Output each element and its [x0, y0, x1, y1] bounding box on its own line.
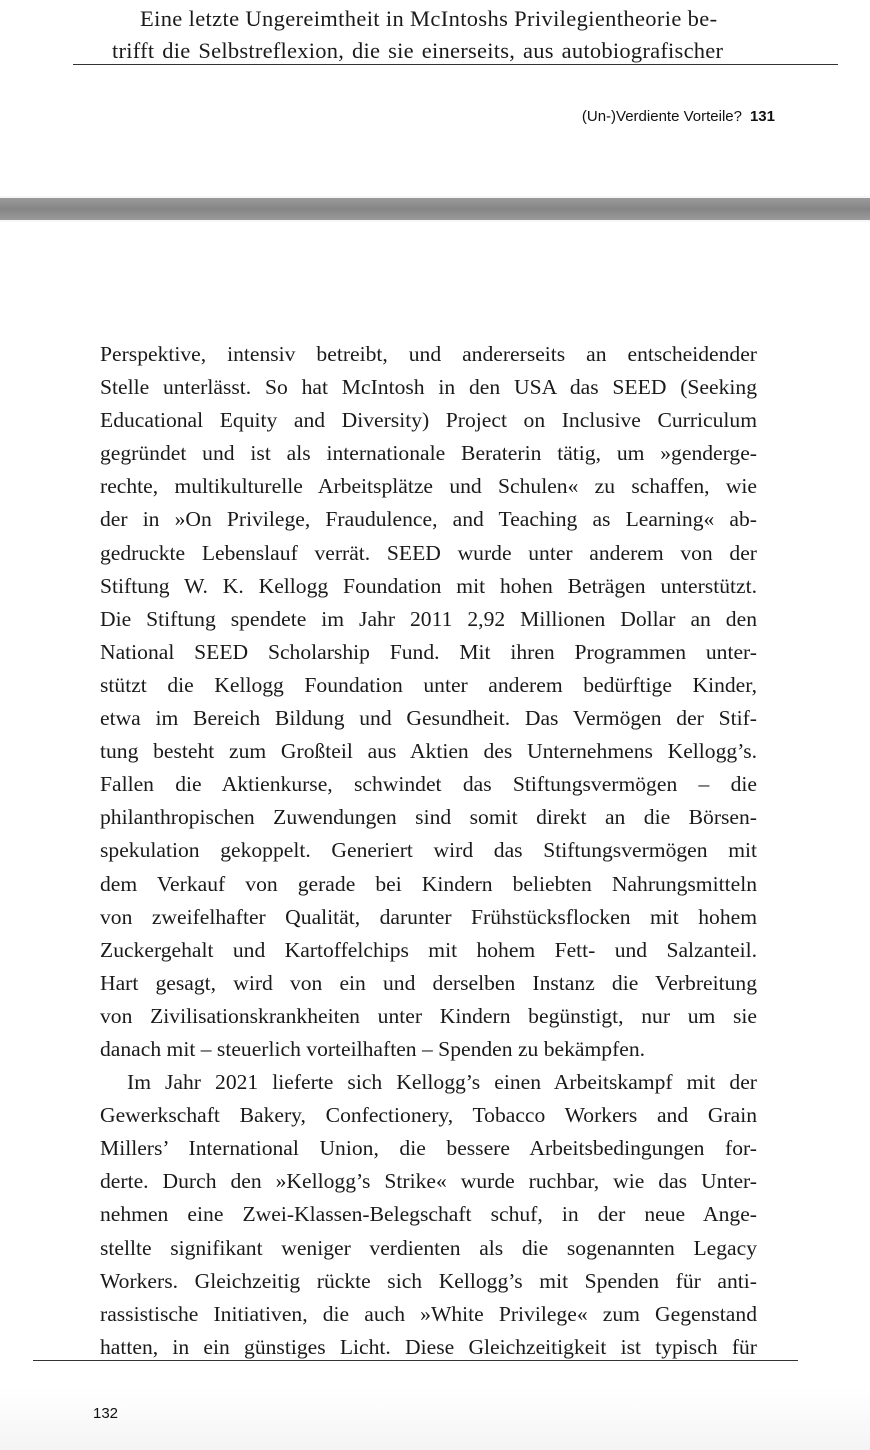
text-line: gegründet und ist als internationale Beraterin tätig, um »genderge-	[100, 441, 757, 466]
text-line: Educational Equity and Diversity) Project on Inclusive Curriculum	[100, 408, 757, 433]
text-line: Workers. Gleichzeitig rückte sich Kellogg’s mit Spenden für anti-	[100, 1268, 757, 1293]
text-line: gedruckte Lebenslauf verrät. SEED wurde unter anderem von der	[100, 540, 757, 565]
text-line: der in »On Privilege, Fraudulence, and Teaching as Learning« ab-	[100, 507, 757, 532]
running-head	[582, 108, 775, 125]
running-head-title: (Un-)Verdiente Vorteile?	[581, 108, 742, 125]
previous-page-line-1: Eine letzte Ungereimtheit in McIntoshs Privilegientheorie be-	[140, 6, 718, 31]
text-line: etwa im Bereich Bildung und Gesundheit. Das Vermögen der Stif-	[100, 706, 757, 731]
previous-page-line-2: trifft die Selbstreflexion, die sie einerseits, aus autobiografischer	[112, 38, 724, 63]
text-line: dem Verkauf von gerade bei Kindern beliebten Nahrungsmitteln	[100, 871, 757, 896]
text-line: stellte signifikant weniger verdienten als die sogenannten Legacy	[100, 1235, 757, 1260]
text-line: philanthropischen Zuwendungen sind somit direkt an die Börsen-	[100, 805, 757, 830]
text-line: Zuckergehalt und Kartoffelchips mit hohem Fett- und Salzanteil.	[100, 937, 757, 962]
text-line: Perspektive, intensiv betreibt, und andererseits an entscheidender	[100, 342, 757, 366]
text-line: danach mit – steuerlich vorteilhaften – Spenden zu bekämpfen.	[100, 1036, 646, 1061]
bottom-divider-rule	[33, 1360, 798, 1361]
paragraph-2	[100, 1066, 757, 1364]
text-line: rassistische Initiativen, die auch »White Privilege« zum Gegenstand	[100, 1301, 757, 1326]
text-line: Im Jahr 2021 lieferte sich Kellogg’s einen Arbeitskampf mit der	[127, 1070, 757, 1095]
text-line: Gewerkschaft Bakery, Confectionery, Tobacco Workers and Grain	[100, 1103, 757, 1128]
text-line: Stelle unterlässt. So hat McIntosh in den USA das SEED (Seeking	[100, 375, 757, 400]
text-line: rechte, multikulturelle Arbeitsplätze und Schulen« zu schaffen, wie	[100, 474, 757, 499]
page-separator-bar	[0, 198, 870, 220]
body-text	[100, 338, 757, 1364]
text-line: Stiftung W. K. Kellogg Foundation mit hohen Beträgen unterstützt.	[100, 573, 757, 598]
text-line: von zweifelhafter Qualität, darunter Frühstücksflocken mit hohem	[100, 904, 757, 929]
text-line: Fallen die Aktienkurse, schwindet das Stiftungsvermögen – die	[100, 772, 757, 797]
text-line: Millers’ International Union, die bessere Arbeitsbedingungen for-	[100, 1136, 757, 1161]
paragraph-1	[100, 338, 757, 1066]
current-page-number: 132	[93, 1405, 119, 1422]
text-line: nehmen eine Zwei-Klassen-Belegschaft schuf, in der neue Ange-	[100, 1202, 757, 1227]
text-line: von Zivilisationskrankheiten unter Kindern begünstigt, nur um sie	[100, 1003, 757, 1028]
text-line: stützt die Kellogg Foundation unter anderem bedürftige Kinder,	[100, 672, 757, 697]
text-line: National SEED Scholarship Fund. Mit ihren Programmen unter-	[100, 639, 757, 664]
previous-page-number: 131	[749, 108, 775, 125]
text-line: derte. Durch den »Kellogg’s Strike« wurde ruchbar, wie das Unter-	[100, 1169, 757, 1194]
text-line: tung besteht zum Großteil aus Aktien des Unternehmens Kellogg’s.	[100, 739, 757, 764]
text-line: Hart gesagt, wird von ein und derselben Instanz die Verbreitung	[100, 970, 757, 995]
text-line: spekulation gekoppelt. Generiert wird das Stiftungsvermögen mit	[100, 838, 757, 863]
text-line: Die Stiftung spendete im Jahr 2011 2,92 Millionen Dollar an den	[100, 606, 757, 631]
text-line: hatten, in ein günstiges Licht. Diese Gleichzeitigkeit ist typisch für	[100, 1334, 757, 1359]
top-divider-rule	[73, 64, 838, 65]
previous-page-bottom	[0, 0, 870, 196]
